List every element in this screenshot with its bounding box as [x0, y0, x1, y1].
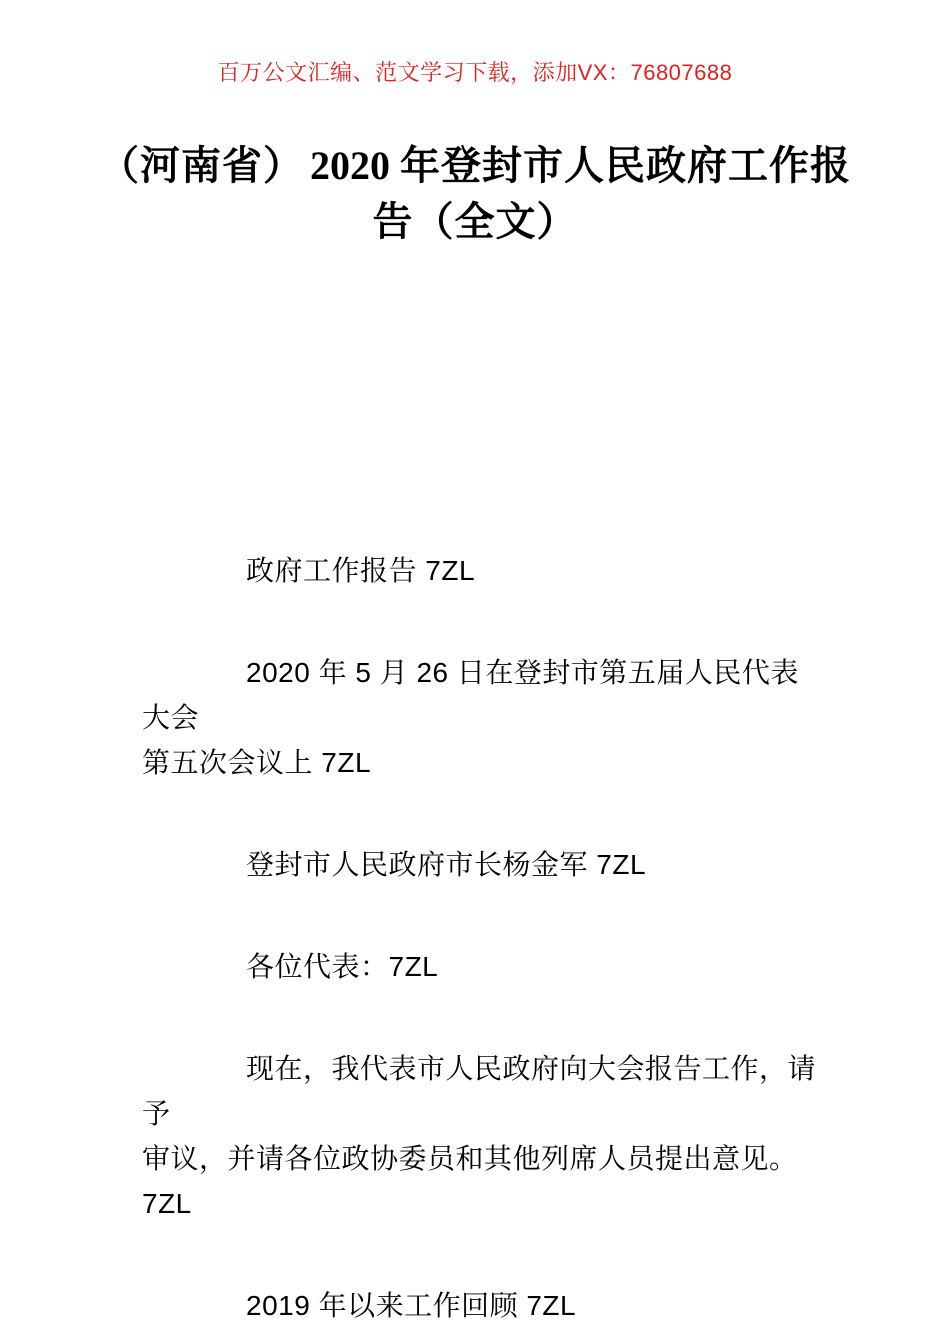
watermark-notice: 百万公文汇编、范文学习下载，添加VX：76807688 — [217, 60, 733, 85]
title-line-2: 告（全文） — [372, 200, 578, 244]
paragraph-1-line-1: 政府工作报告 7ZL — [246, 555, 476, 586]
paragraph-1 — [142, 548, 820, 593]
paragraph-5-line-1: 现在，我代表市人民政府向大会报告工作，请予 — [142, 1053, 817, 1129]
paragraph-3 — [142, 842, 820, 887]
paragraph-6 — [142, 1283, 820, 1328]
paragraph-2 — [142, 650, 820, 785]
paragraph-5-line-2: 审议，并请各位政协委员和其他列席人员提出意见。7ZL — [142, 1143, 798, 1219]
paragraph-3-line-1: 登封市人民政府市长杨金军 7ZL — [246, 849, 647, 880]
paragraph-5 — [142, 1046, 820, 1226]
title-prefix: （河南省） — [99, 144, 304, 188]
document-title — [0, 138, 950, 250]
title-line-1-rest: 年登封市人民政府工作报 — [400, 144, 851, 188]
paragraph-4 — [142, 944, 820, 989]
title-line-1 — [0, 138, 950, 194]
paragraph-4-line-1: 各位代表：7ZL — [246, 951, 439, 982]
paragraph-6-line-1: 2019 年以来工作回顾 7ZL — [246, 1290, 577, 1321]
document-body — [0, 548, 950, 1328]
paragraph-2-line-2: 第五次会议上 7ZL — [142, 747, 372, 778]
paragraph-2-line-1: 2020 年 5 月 26 日在登封市第五届人民代表大会 — [142, 657, 799, 733]
title-year: 2020 — [310, 143, 390, 188]
